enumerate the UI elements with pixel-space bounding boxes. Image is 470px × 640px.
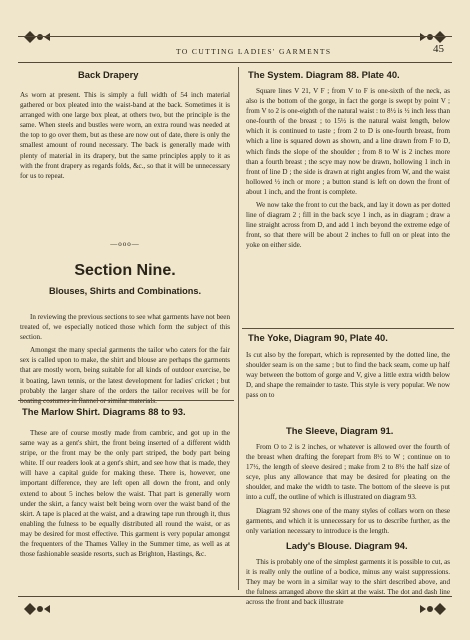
yoke-heading: The Yoke, Diagram 90, Plate 40. <box>248 332 388 343</box>
blouse-text: This is probably one of the simplest garments it is possible to cut, as it is really only the outline of a bodice, minus any waist suppressions. They may be worn in a similar way to the shirt described above, and the fulness arranged above the skirt at the waist. The dot and dash line across the front and back illustrate <box>246 558 450 607</box>
section-intro <box>20 312 230 409</box>
back-drapery-text: As worn at present. This is simply a full width of 54 inch material gathered or box pleated into the waist-band at the back. Sometimes it is arranged with one large box pleat, at others two, but the principle is the same. When steels and bustles were worn, an extra round was needed at the top to go over them, but as these are now out of date, there is only the smallest amount of round necessary. The back is generally made with plenty of material in its drapery, but the same principles apply to it as with the front drapery as regards folds, &c., so that it will be unnecessary for us to repeat. <box>20 91 230 180</box>
back-drapery-heading: Back Drapery <box>78 69 139 80</box>
bottom-rule <box>18 596 452 597</box>
corner-ornament-icon <box>22 600 52 618</box>
system-para-1: Square lines V 21, V F ; from V to F is one-sixth of the neck, as also is the bottom of the gorge, in fact the gorge is swept by point V ; from V to 2 is one-eighth of the natural waist : to 8½ is ½ inch less than one-fourth of the breast ; to 15½ is the natural waist length, below which it is continued to taste ; from 2 to D is one-fourth breast, from which a line is squared down as shown, and a line drawn from F to D, which finds the slope of the shoulder ; from 8 to W is 2 inches more than a fourth breast ; the scye may now be drawn, hollowing 1 inch in front of line D ; the side is drawn at right angles from W, and the waist hollowed ½ inch or more ; a button stand is left on down the front of about 1 inch, and the front is complete. <box>246 87 450 196</box>
yoke-text: Is cut also by the forepart, which is represented by the dotted line, the shoulder seam is on the same ; but to find the back seam, come up half way between the bottom of gorge and V, give a little extra width below D, and shape the remainder to taste. This style is very popular. We now pass on to <box>246 351 450 400</box>
running-title: TO CUTTING LADIES' GARMENTS <box>176 47 332 56</box>
top-rule <box>18 36 452 37</box>
section-subtitle: Blouses, Shirts and Combinations. <box>48 286 202 296</box>
page-number: 45 <box>433 43 444 55</box>
system-heading: The System. Diagram 88. Plate 40. <box>248 69 400 80</box>
marlow-text: These are of course mostly made from cambric, and got up in the same way as a gent's shirt, the front being inserted of a different width stripe, or the front may be the only part striped, the body part being white. If our readers look at a gent's shirt, and see how that is made, they will have a capital guide for making these. There is, however, one important difference, they are left open all down the front, and only extend to about 5 inches below the waist. That part is generally worn under the skirt, a fancy waist belt being worn over the waist band of the skirt. A tape is placed at the waist, and a drawing tape run through it, thus enabling the fulness to be equally distributed all round the waist, or as may be desired for most effective. This garment is very popular amongst the frequenters of the Thames Valley in the Summer time, as well as at those fashionable seaside resorts, such as Brighton, Hastings, &c. <box>20 429 230 559</box>
separator: —ooo— <box>110 240 140 248</box>
section-para-2: Amongst the many special garments the tailor who caters for the fair sex is called upon to make, the shirt and blouse are perhaps the garments that are mostly worn, being suitable for all kinds of outdoor exercise, be it boating, lawn tennis, or the latest development for ladies' cricket ; but probably the larger share of the orders the tailor receives will be for boating costumes in flannel or similar materials. <box>20 346 230 405</box>
sleeve-text: From O to 2 is 2 inches, or whatever is allowed over the fourth of the breast when drafting the forepart from 8½ to W ; continue on to 17½, the length of sleeve desired ; make from 2 to 8½ the half size of scye, plus any allowance that may be desired for pleating on the shoulder, and make the width to taste. The bottom of the sleeve is put into a cuff, the outline of which is illustrated on diagram 93. Diagram 92 shows one of the many styles of collars worn on these garments, and which it is unnecessary for us to describe further, as the only variation necessary to introduce is the length. <box>246 443 450 535</box>
system-para-2: We now take the front to cut the back, and lay it down as per dotted line of diagram 2 ; fill in the back scye 1 inch, as in diagram ; draw a line straight across from D, and add 1 inch beyond the extreme edge of front, so that there will be about 2 inches to full on or pleat into the yoke on either side. <box>246 201 450 250</box>
marlow-heading: The Marlow Shirt. Diagrams 88 to 93. <box>22 406 186 417</box>
section-rule <box>18 400 234 401</box>
header-rule <box>18 62 452 63</box>
section-para-1: In reviewing the previous sections to see what garments have not been treated of, we especially noticed those which form the subject of this section. <box>20 313 230 342</box>
running-header <box>40 43 444 59</box>
column-divider <box>238 67 239 590</box>
blouse-heading: Lady's Blouse. Diagram 94. <box>286 540 408 551</box>
section-title: Section Nine. <box>74 262 176 279</box>
yoke-rule <box>242 328 454 329</box>
system-text <box>246 86 450 254</box>
sleeve-heading: The Sleeve, Diagram 91. <box>286 425 394 436</box>
